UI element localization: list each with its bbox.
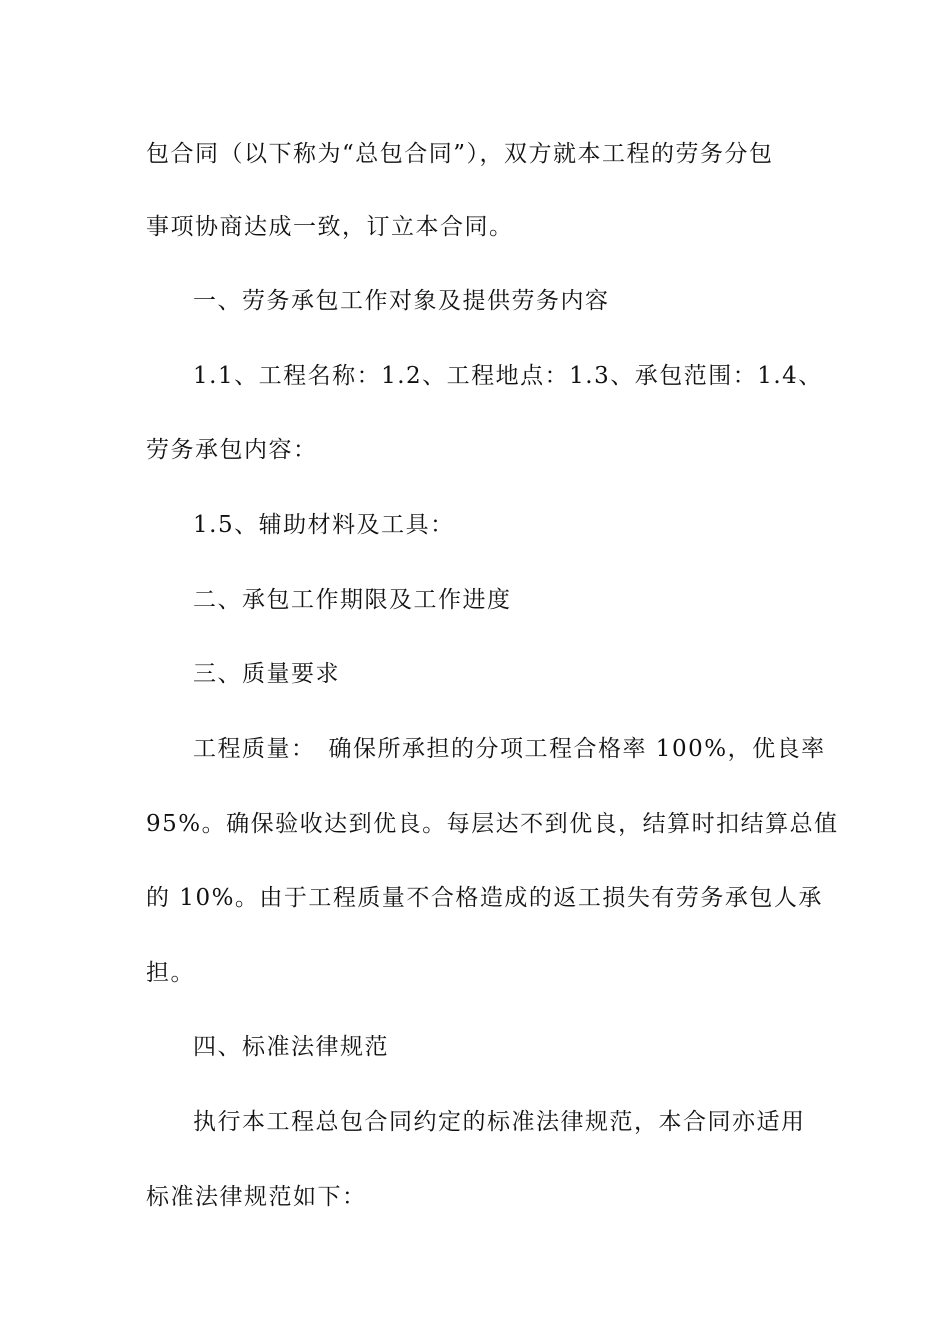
- paragraph-line: 劳务承包内容：: [146, 437, 318, 463]
- paragraph-line: 担。: [146, 960, 195, 986]
- paragraph-line: 1.5、辅助材料及工具：: [193, 512, 455, 538]
- paragraph-line: 执行本工程总包合同约定的标准法律规范，本合同亦适用: [193, 1109, 806, 1135]
- paragraph-line: 标准法律规范如下：: [146, 1184, 367, 1210]
- paragraph-line: 包合同（以下称为“总包合同”），双方就本工程的劳务分包: [146, 141, 774, 167]
- paragraph-line: 1.1、工程名称：1.2、工程地点：1.3、承包范围：1.4、: [193, 363, 823, 389]
- section-heading: 三、质量要求: [193, 661, 340, 687]
- paragraph-line: 事项协商达成一致，订立本合同。: [146, 214, 514, 240]
- paragraph-line: 95%。确保验收达到优良。每层达不到优良，结算时扣结算总值: [146, 811, 839, 837]
- section-heading: 二、承包工作期限及工作进度: [193, 587, 512, 613]
- paragraph-line: 的 10%。由于工程质量不合格造成的返工损失有劳务承包人承: [146, 885, 823, 911]
- section-heading: 一、劳务承包工作对象及提供劳务内容: [193, 288, 610, 314]
- paragraph-line: 工程质量： 确保所承担的分项工程合格率 100%，优良率: [193, 736, 826, 762]
- section-heading: 四、标准法律规范: [193, 1034, 389, 1060]
